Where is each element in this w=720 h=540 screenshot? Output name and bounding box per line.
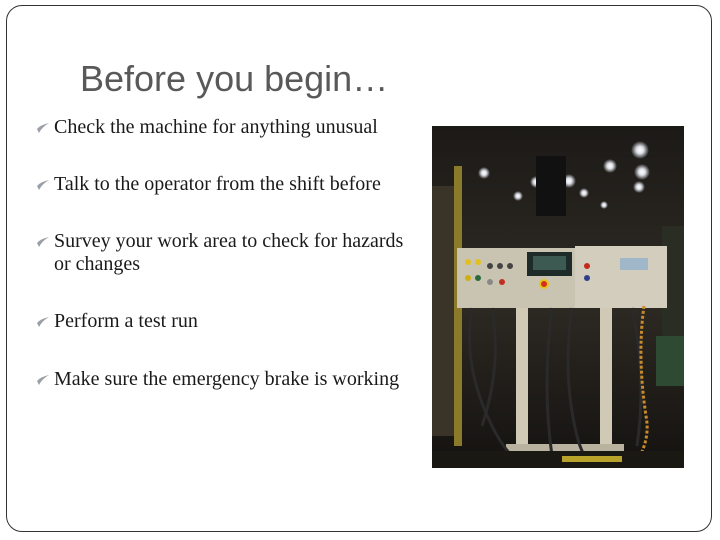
list-item bbox=[36, 310, 416, 333]
hanging-box bbox=[536, 156, 566, 216]
green-equipment bbox=[656, 336, 684, 386]
machine-control-panel-photo bbox=[432, 126, 684, 468]
bullet-text: Check the machine for anything unusual bbox=[54, 116, 378, 138]
bullet-text: Perform a test run bbox=[54, 310, 198, 332]
list-item bbox=[36, 368, 416, 391]
console-stand-left bbox=[516, 308, 528, 448]
list-item bbox=[36, 116, 416, 139]
bullet-list bbox=[36, 116, 416, 391]
slide-title: Before you begin… bbox=[80, 58, 389, 99]
right-screen bbox=[620, 258, 648, 270]
screen-display bbox=[533, 256, 566, 270]
floor-yellow-mark bbox=[562, 456, 622, 462]
swoosh-bullet-icon bbox=[36, 122, 50, 134]
swoosh-bullet-icon bbox=[36, 179, 50, 191]
bullet-text: Talk to the operator from the shift before bbox=[54, 173, 381, 195]
list-item bbox=[36, 173, 416, 196]
swoosh-bullet-icon bbox=[36, 316, 50, 328]
bullet-text: Survey your work area to check for hazards or changes bbox=[54, 230, 404, 275]
swoosh-bullet-icon bbox=[36, 236, 50, 248]
console-stand-right bbox=[600, 308, 612, 448]
swoosh-bullet-icon bbox=[36, 374, 50, 386]
bullet-text: Make sure the emergency brake is working bbox=[54, 368, 400, 390]
floor bbox=[432, 451, 684, 468]
photo-illustration bbox=[432, 126, 684, 468]
list-item bbox=[36, 230, 416, 276]
